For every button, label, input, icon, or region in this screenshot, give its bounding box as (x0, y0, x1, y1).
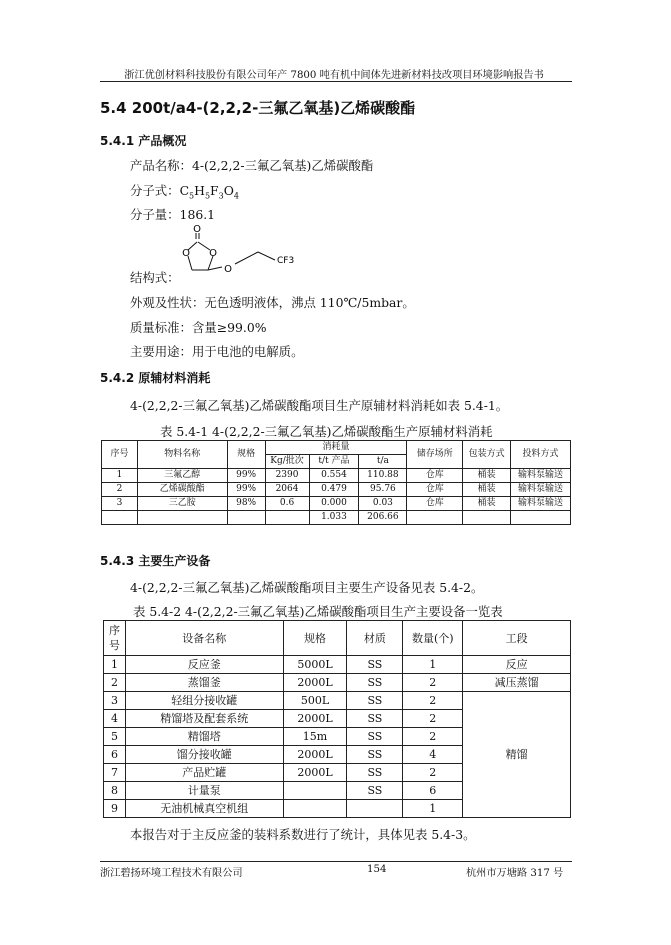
cell-no: 6 (104, 746, 126, 764)
page-number: 154 (367, 864, 387, 875)
header-divider (100, 81, 572, 82)
atom-o-left: O (182, 248, 190, 259)
cell-tt: 0.479 (309, 483, 359, 497)
cell-quantity: 2 (403, 692, 463, 710)
cell-pack: 桶装 (463, 497, 511, 511)
cell-quantity: 6 (403, 782, 463, 800)
formula-f-count: 3 (218, 191, 224, 201)
col-header-packaging: 包装方式 (463, 441, 511, 469)
formula-o: O (223, 183, 234, 198)
cell-spec (283, 782, 347, 800)
atom-o-ether: O (224, 264, 232, 275)
molecular-weight: 分子量：186.1 (130, 207, 216, 222)
cell-feed: 输料泵输送 (511, 483, 571, 497)
main-use: 主要用途：用于电池的电解质。 (130, 344, 304, 359)
cell-quantity: 2 (403, 674, 463, 692)
cell-spec: 99% (227, 469, 265, 483)
ether-bond-3 (258, 252, 275, 260)
table-row (104, 692, 571, 710)
cell-name: 精馏塔及配套系统 (125, 710, 283, 728)
page-header: 浙江优创材料科技股份有限公司年产 7800 吨有机中间体先进新材料技改项目环境影响报告书 (124, 70, 544, 81)
subsection-title-equipment: 5.4.3 主要生产设备 (100, 554, 211, 568)
formula-h: H (194, 183, 205, 198)
cell-kg: 2064 (265, 483, 309, 497)
cell-material: SS (347, 764, 403, 782)
col-header-t-per-a: t/a (359, 455, 407, 469)
col-header-no: 序号 (102, 441, 138, 469)
cell-material: SS (347, 782, 403, 800)
cell-spec: 98% (227, 497, 265, 511)
materials-intro: 4-(2,2,2-三氟乙氧基)乙烯碳酸酯项目生产原辅材料消耗如表 5.4-1。 (130, 398, 509, 413)
col-header-storage: 储存场所 (407, 441, 463, 469)
cell-spec: 2000L (283, 764, 347, 782)
cell-no: 5 (104, 728, 126, 746)
col-header-equipment-name: 设备名称 (125, 621, 283, 656)
cell-storage: 仓库 (407, 483, 463, 497)
cell-feed: 输料泵输送 (511, 497, 571, 511)
total-t-per-a: 206.66 (359, 511, 407, 525)
cell-spec (283, 800, 347, 818)
cell-storage: 仓库 (407, 469, 463, 483)
cell-spec: 99% (227, 483, 265, 497)
cell-no: 2 (102, 483, 138, 497)
section-rectification: 精馏 (463, 692, 571, 818)
formula-c: C (179, 183, 190, 198)
cell-kg: 2390 (265, 469, 309, 483)
cell-no: 9 (104, 800, 126, 818)
cell-spec: 2000L (283, 674, 347, 692)
cell-spec: 500L (283, 692, 347, 710)
cell-material (347, 800, 403, 818)
cell-material: SS (347, 710, 403, 728)
table2-caption: 表 5.4-2 4-(2,2,2-三氟乙氧基)乙烯碳酸酯项目生产主要设备一览表 (133, 604, 503, 619)
ether-bond-2 (235, 252, 258, 264)
col-header-feeding: 投料方式 (511, 441, 571, 469)
cell-quantity: 2 (403, 728, 463, 746)
cell-tt: 0.554 (309, 469, 359, 483)
equipment-intro: 4-(2,2,2-三氟乙氧基)乙烯碳酸酯项目主要生产设备见表 5.4-2。 (130, 580, 484, 595)
table-header-row (102, 441, 571, 455)
cell-spec: 15m (283, 728, 347, 746)
section-vacuum-distillation: 减压蒸馏 (463, 674, 571, 692)
table-row (104, 674, 571, 692)
equipment-table (103, 620, 571, 818)
cell-kg: 0.6 (265, 497, 309, 511)
cell-name: 精馏塔 (125, 728, 283, 746)
cell-feed: 输料泵输送 (511, 469, 571, 483)
cell-spec: 2000L (283, 710, 347, 728)
group-cf3: CF3 (277, 256, 295, 266)
table1-caption: 表 5.4-1 4-(2,2,2-三氟乙氧基)乙烯碳酸酯生产原辅材料消耗 (160, 424, 493, 439)
cell-pack: 桶装 (463, 483, 511, 497)
table-row (104, 656, 571, 674)
closing-paragraph: 本报告对于主反应釜的装料系数进行了统计，具体见表 5.4-3。 (130, 827, 476, 842)
cell-no: 3 (104, 692, 126, 710)
formula-c-count: 5 (189, 191, 195, 201)
cell-material: SS (347, 674, 403, 692)
materials-table (101, 440, 571, 525)
col-header-no: 序号 (104, 621, 126, 656)
cell-name: 三氟乙醇 (137, 469, 227, 483)
subsection-title-overview: 5.4.1 产品概况 (100, 134, 187, 148)
product-name: 产品名称：4-(2,2,2-三氟乙氧基)乙烯碳酸酯 (130, 158, 374, 173)
table-row (102, 469, 571, 483)
cell-storage: 仓库 (407, 497, 463, 511)
cell-material: SS (347, 728, 403, 746)
cell-material: SS (347, 746, 403, 764)
footer-company: 浙江碧扬环境工程技术有限公司 (100, 868, 243, 879)
ether-bond-1 (208, 267, 222, 270)
atom-o-right: O (209, 248, 217, 259)
col-header-consumption: 消耗量 (265, 441, 407, 455)
cell-no: 7 (104, 764, 126, 782)
quality-standard: 质量标准：含量≥99.0% (130, 320, 267, 335)
col-header-material: 材质 (347, 621, 403, 656)
cell-no: 3 (102, 497, 138, 511)
table-total-row (102, 511, 571, 525)
cell-ta: 0.03 (359, 497, 407, 511)
cell-quantity: 1 (403, 656, 463, 674)
cell-quantity: 4 (403, 746, 463, 764)
cell-ta: 95.76 (359, 483, 407, 497)
cell-name: 乙烯碳酸酯 (137, 483, 227, 497)
appearance: 外观及性状：无色透明液体，沸点 110℃/5mbar。 (130, 295, 415, 310)
cell-spec: 2000L (283, 746, 347, 764)
col-header-t-per-t: t/t 产品 (309, 455, 359, 469)
footer-address: 杭州市万塘路 317 号 (466, 868, 564, 879)
col-header-spec: 规格 (227, 441, 265, 469)
cell-no: 4 (104, 710, 126, 728)
formula-label: 分子式： (130, 183, 180, 198)
cell-name: 轻组分接收罐 (125, 692, 283, 710)
formula-h-count: 5 (204, 191, 211, 201)
table-header-row (104, 621, 571, 656)
cell-pack: 桶装 (463, 469, 511, 483)
cell-quantity: 2 (403, 764, 463, 782)
cell-spec: 5000L (283, 656, 347, 674)
cell-no: 1 (102, 469, 138, 483)
formula-o-count: 4 (233, 191, 240, 201)
cell-no: 8 (104, 782, 126, 800)
col-header-kg-per-batch: Kg/批次 (265, 455, 309, 469)
cell-no: 1 (104, 656, 126, 674)
cell-quantity: 1 (403, 800, 463, 818)
footer-divider (100, 861, 572, 862)
cell-name: 馏分接收罐 (125, 746, 283, 764)
subsection-title-materials: 5.4.2 原辅材料消耗 (100, 371, 211, 385)
cell-name: 三乙胺 (137, 497, 227, 511)
total-t-per-t: 1.033 (309, 511, 359, 525)
formula-f: F (210, 183, 219, 198)
structure-label: 结构式： (130, 270, 180, 285)
section-reaction: 反应 (463, 656, 571, 674)
cell-name: 蒸馏釜 (125, 674, 283, 692)
cell-name: 反应釜 (125, 656, 283, 674)
table-row (102, 483, 571, 497)
col-header-spec: 规格 (283, 621, 347, 656)
molecular-formula (130, 181, 239, 200)
cell-name: 产品贮罐 (125, 764, 283, 782)
cell-name: 计量泵 (125, 782, 283, 800)
col-header-quantity: 数量(个) (403, 621, 463, 656)
cell-no: 2 (104, 674, 126, 692)
cell-ta: 110.88 (359, 469, 407, 483)
col-header-name: 物料名称 (137, 441, 227, 469)
col-header-section: 工段 (463, 621, 571, 656)
atom-o-top: O (193, 224, 201, 235)
section-title: 5.4 200t/a4-(2,2,2-三氟乙氧基)乙烯碳酸酯 (100, 99, 416, 117)
cell-material: SS (347, 692, 403, 710)
cell-tt: 0.000 (309, 497, 359, 511)
cell-name: 无油机械真空机组 (125, 800, 283, 818)
cell-quantity: 2 (403, 710, 463, 728)
cell-material: SS (347, 656, 403, 674)
structure-diagram (180, 222, 330, 282)
table-row (102, 497, 571, 511)
